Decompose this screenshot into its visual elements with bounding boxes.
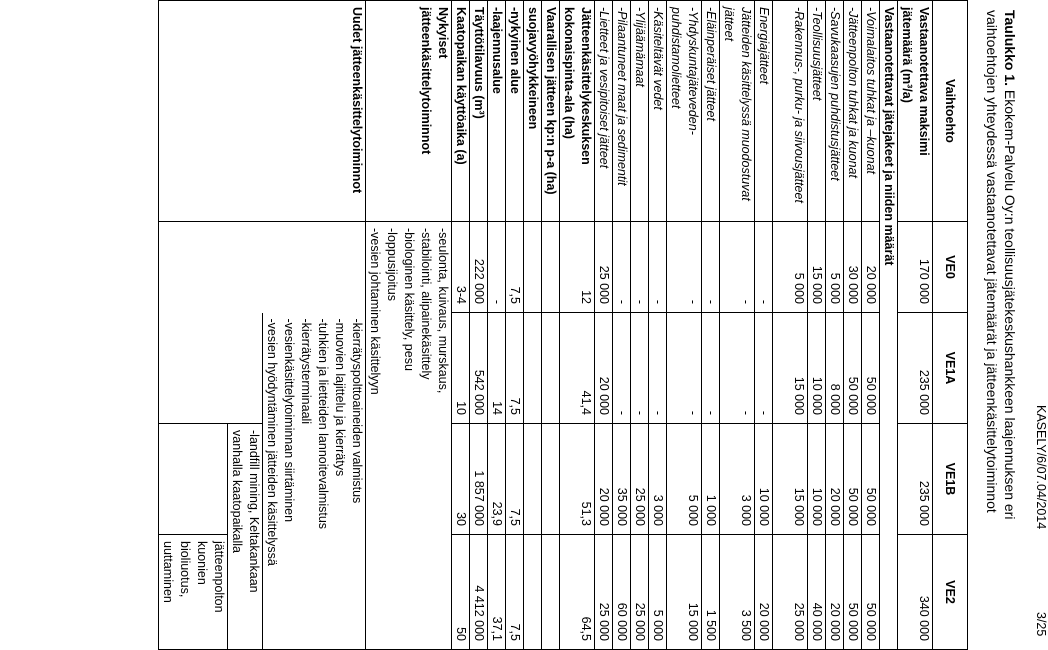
value-cell: 10 000 [808, 313, 826, 424]
list-item: jätteenpolton [212, 541, 226, 613]
value-cell: - [667, 313, 702, 424]
table-row [862, 1, 880, 650]
value-cell: - [613, 313, 631, 424]
table-row [452, 1, 470, 650]
list-item: -muovien lajittelu ja kierrätys [333, 318, 347, 477]
table-row [898, 1, 933, 650]
value-cell: 25 000 [595, 222, 613, 313]
header-row [933, 1, 968, 650]
row-label: -Käsiteltävät vedet [649, 1, 667, 222]
value-cell: 12 [560, 222, 595, 313]
value-cell [524, 424, 542, 535]
row-label: Energiajätteet [755, 1, 773, 222]
list-item: -loppusijoitus [385, 228, 399, 301]
current-operations-row [366, 1, 452, 650]
row-label: Vastaanotettava maksimi jätemäärä (m³/a) [898, 1, 933, 222]
value-cell: - [755, 222, 773, 313]
value-cell: 50 000 [844, 313, 862, 424]
table-row [826, 1, 844, 650]
table-row [595, 1, 613, 650]
ve2-operations-list [228, 424, 263, 650]
new-operations-label: Uudet jätteenkäsittelytoiminnot [159, 1, 366, 222]
list-item: -seulonta, kuivaus, murskaus, [436, 228, 450, 394]
row-label: -laajennusalue [488, 1, 506, 222]
value-cell: 20 000 [826, 424, 844, 535]
list-item: -kierrätysterminaali [299, 318, 313, 425]
column-header-ve1a: VE1A [933, 313, 968, 424]
value-cell: - [667, 222, 702, 313]
value-cell: 1 000 [702, 424, 720, 535]
table-row [488, 1, 506, 650]
value-cell: - [488, 222, 506, 313]
row-label: Jätteiden käsittelyssä muodostuvat jätteet [720, 1, 755, 222]
data-table [158, 0, 968, 650]
list-item: -vesienkäsittelytoiminnan siirtäminen [282, 318, 296, 523]
value-cell: 340 000 [898, 535, 933, 650]
label-line: Nykyiset [436, 7, 450, 59]
table-row [470, 1, 488, 650]
value-cell: 50 000 [862, 535, 880, 650]
value-cell [542, 313, 560, 424]
value-cell [542, 535, 560, 650]
value-cell: - [649, 313, 667, 424]
value-cell: 222 000 [470, 222, 488, 313]
value-cell: 3 000 [649, 424, 667, 535]
value-cell: - [631, 222, 649, 313]
value-cell: 235 000 [898, 313, 933, 424]
value-cell: 30 000 [844, 222, 862, 313]
value-cell: - [631, 313, 649, 424]
column-header-option: Vaihtoehto [933, 1, 968, 222]
table-row [844, 1, 862, 650]
value-cell: 37,1 [488, 535, 506, 650]
value-cell: 10 000 [808, 424, 826, 535]
value-cell: 60 000 [613, 535, 631, 650]
ve2-extra-list [159, 535, 228, 650]
value-cell: 1 500 [702, 535, 720, 650]
value-cell: 5 000 [649, 535, 667, 650]
row-label: -Jätteenpolton tuhkat ja kuonat [844, 1, 862, 222]
table-row [773, 1, 808, 650]
value-cell: 235 000 [898, 424, 933, 535]
table-caption-text: Ekokem-Palvelu Oy:n teollisuusjätekeskushankkeen laajennuksen eri [1002, 89, 1018, 520]
list-item: bioliuotus, [178, 541, 192, 598]
table-row [649, 1, 667, 650]
list-item: -vesien johtaminen käsittelyyn [368, 228, 382, 395]
value-cell: 15 000 [773, 424, 808, 535]
value-cell [524, 535, 542, 650]
table-caption-line2: vaihtoehtojen yhteydessä vastaanotettavat jätemäärät ja jätteenkäsittelytoiminnot [984, 10, 1000, 513]
empty-ve1a [159, 313, 263, 424]
value-cell: 10 [452, 313, 470, 424]
value-cell: 30 [452, 424, 470, 535]
column-header-ve0: VE0 [933, 222, 968, 313]
value-cell: 8 000 [826, 313, 844, 424]
value-cell: 25 000 [631, 535, 649, 650]
value-cell: - [702, 313, 720, 424]
list-item: vanhalla kaatopaikalla [230, 430, 244, 554]
value-cell: 7,5 [506, 535, 524, 650]
value-cell: 5 000 [773, 222, 808, 313]
list-item: -kierrätyspolttoaineiden valmistus [350, 318, 364, 504]
value-cell: 4 412 000 [470, 535, 488, 650]
row-label: -Lietteet ja vesipitoiset jätteet [595, 1, 613, 222]
row-label: -Teollisuusjätteet [808, 1, 826, 222]
value-cell [542, 424, 560, 535]
document-reference: KASELY/6/07.04/2014 [1034, 405, 1048, 530]
row-label: -Pilaantuneet maat ja sedimentit [613, 1, 631, 222]
value-cell [542, 222, 560, 313]
value-cell: - [613, 222, 631, 313]
value-cell: 25 000 [631, 424, 649, 535]
value-cell: 25 000 [773, 535, 808, 650]
value-cell: 7,5 [506, 313, 524, 424]
value-cell [524, 313, 542, 424]
value-cell: 25 000 [595, 535, 613, 650]
value-cell: 20 000 [595, 313, 613, 424]
row-label: -Yhdyskuntajäteveden-puhdistamolietteet [667, 1, 702, 222]
value-cell: 35 000 [613, 424, 631, 535]
table-row [755, 1, 773, 650]
value-cell: 1 857 000 [470, 424, 488, 535]
value-cell: 5 000 [826, 222, 844, 313]
value-cell: 50 [452, 535, 470, 650]
table-row [506, 1, 524, 650]
row-label: -Rakennus-, purku- ja siivousjätteet [773, 1, 808, 222]
current-operations-label [366, 1, 452, 222]
value-cell: 15 000 [667, 535, 702, 650]
row-label: Täyttötilavuus (m³) [470, 1, 488, 222]
value-cell: 542 000 [470, 313, 488, 424]
row-label: Kaatopaikan käyttöaika (a) [452, 1, 470, 222]
table-row [720, 1, 755, 650]
new-operations-list [263, 313, 366, 650]
value-cell: 41,4 [560, 313, 595, 424]
row-label: -Voimalaitos tuhkat ja –kuonat [862, 1, 880, 222]
value-cell: 5 000 [667, 424, 702, 535]
value-cell: 23,9 [488, 424, 506, 535]
value-cell: 15 000 [808, 222, 826, 313]
row-label: -nykyinen alue [506, 1, 524, 222]
value-cell: 7,5 [506, 424, 524, 535]
column-header-ve1b: VE1B [933, 424, 968, 535]
value-cell: - [755, 313, 773, 424]
empty-ve1b [159, 424, 228, 535]
row-label: -Savukaasujen puhdistusjätteet [826, 1, 844, 222]
value-cell: 14 [488, 313, 506, 424]
value-cell: 50 000 [844, 424, 862, 535]
table-row [667, 1, 702, 650]
table-row [702, 1, 720, 650]
value-cell: 7,5 [506, 222, 524, 313]
value-cell: - [649, 222, 667, 313]
value-cell: 3 500 [720, 535, 755, 650]
list-item: -tuhkien ja lietteiden lannoitevalmistus [316, 318, 330, 530]
value-cell: 20 000 [595, 424, 613, 535]
list-item: -stabilointi, alipainekäsittely [419, 228, 433, 380]
new-operations-row [263, 1, 366, 650]
table-caption [1002, 10, 1018, 519]
list-item: uuttaminen [161, 541, 175, 603]
table-row [631, 1, 649, 650]
row-label: -Eläinperäiset jätteet [702, 1, 720, 222]
value-cell: - [702, 222, 720, 313]
value-cell: - [720, 222, 755, 313]
table-row [613, 1, 631, 650]
table-body [159, 1, 968, 650]
column-header-ve2: VE2 [933, 535, 968, 650]
label-line: jätteenkäsittelytoiminnot [419, 7, 433, 155]
row-label: Jätteenkäsittelykeskuksen kokonaispinta-ala (ha) [560, 1, 595, 222]
table-label: Taulukko 1. [1002, 10, 1018, 86]
row-label: -Ylijäämämaat [631, 1, 649, 222]
value-cell: 3-4 [452, 222, 470, 313]
value-cell: 10 000 [755, 424, 773, 535]
value-cell: 3 000 [720, 424, 755, 535]
value-cell: 20 000 [826, 535, 844, 650]
value-cell: 50 000 [862, 313, 880, 424]
table-row [542, 1, 560, 650]
value-cell: 20 000 [862, 222, 880, 313]
section-header: Vastaanotettavat jätejakeet ja niiden määrät [880, 1, 898, 650]
value-cell: 15 000 [773, 313, 808, 424]
value-cell: 40 000 [808, 535, 826, 650]
table-row [524, 1, 542, 650]
value-cell: - [720, 313, 755, 424]
list-item: kuonien [195, 541, 209, 585]
value-cell: 64,5 [560, 535, 595, 650]
empty-ve0 [159, 222, 366, 313]
list-item: -vesien hyödyntäminen jätteiden käsittelyssä [265, 318, 279, 566]
value-cell: 51,3 [560, 424, 595, 535]
value-cell [524, 222, 542, 313]
table-row [808, 1, 826, 650]
current-operations-list [366, 222, 452, 650]
row-label: suojavyöhykkeineen [524, 1, 542, 222]
value-cell: 50 000 [862, 424, 880, 535]
table-row [880, 1, 898, 650]
value-cell: 50 000 [844, 535, 862, 650]
value-cell: 170 000 [898, 222, 933, 313]
row-label: Vaarallisen jätteen kp:n p-a (ha) [542, 1, 560, 222]
page-number: 3/25 [1034, 612, 1048, 637]
list-item: -landfill mining, Keltakankaan [247, 430, 261, 593]
table-row [560, 1, 595, 650]
list-item: -biologinen käsittely, pesu [402, 228, 416, 371]
value-cell: 20 000 [755, 535, 773, 650]
